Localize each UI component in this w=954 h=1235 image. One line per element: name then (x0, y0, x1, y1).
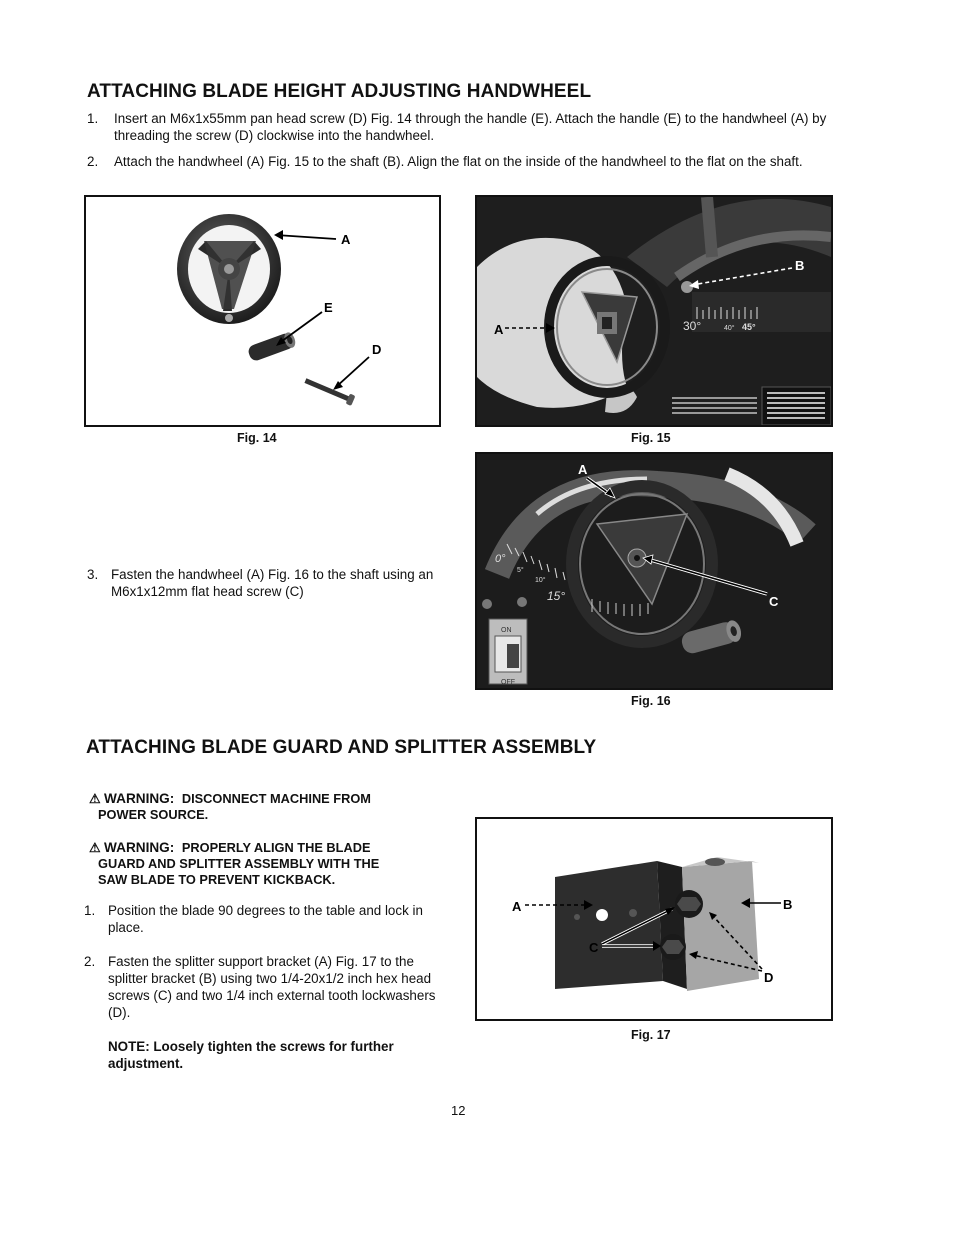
warning-icon: ⚠ (89, 840, 101, 855)
label-a: A (341, 232, 351, 247)
warning-word: WARNING: (104, 840, 175, 855)
guard-step-1 (84, 902, 444, 938)
label-c: C (589, 940, 599, 955)
scale-mark: 15° (547, 589, 566, 603)
figure-14-caption: Fig. 14 (237, 431, 277, 445)
figure-15 (475, 195, 833, 427)
figure-17-caption: Fig. 17 (631, 1028, 671, 1042)
step-3 (87, 566, 442, 602)
warning-text: SAW BLADE TO PREVENT KICKBACK. (98, 872, 336, 887)
page-number: 12 (451, 1103, 466, 1118)
step-number: 3. (87, 567, 99, 582)
step-number: 2. (87, 154, 99, 169)
screw-part (303, 376, 355, 406)
step-number: 1. (84, 903, 96, 918)
label-d: D (764, 970, 774, 985)
handwheel-fastened-photo (477, 454, 831, 688)
label-d: D (372, 342, 382, 357)
handwheel-on-shaft-photo (477, 197, 831, 425)
scale-mark: 10° (535, 577, 546, 584)
splitter-bracket-photo (477, 819, 831, 1019)
label-a: A (512, 899, 522, 914)
figure-16-caption: Fig. 16 (631, 694, 671, 708)
figure-14 (84, 195, 441, 427)
label-a: A (494, 322, 504, 337)
warning-disconnect (89, 791, 449, 823)
warning-word: WARNING: (104, 791, 175, 806)
warning-text: DISCONNECT MACHINE FROM (181, 791, 371, 806)
step-text: Attach the handwheel (A) Fig. 15 to the shaft (B). Align the flat on the inside of the handwheel to the flat on the shaft. (114, 154, 803, 169)
warning-alignment (89, 840, 449, 888)
step-text: Position the blade 90 degrees to the table and lock in place. (108, 903, 423, 935)
section-title-handwheel: ATTACHING BLADE HEIGHT ADJUSTING HANDWHEEL (87, 81, 592, 102)
scale-mark: 5° (517, 567, 524, 574)
figure-17 (475, 817, 833, 1021)
step-text: Insert an M6x1x55mm pan head screw (D) Fig. 14 through the handle (E). Attach the handle (E) to the handwheel (A) by threading the screw (D) clockwise into the handwheel. (114, 111, 827, 143)
note-loosely-tighten: NOTE: Loosely tighten the screws for further adjustment. (108, 1039, 394, 1071)
warning-text: GUARD AND SPLITTER ASSEMBLY WITH THE (98, 856, 380, 871)
handwheel-parts-illustration (86, 197, 439, 425)
warning-icon: ⚠ (89, 791, 101, 806)
label-a: A (578, 462, 588, 477)
step-number: 1. (87, 111, 99, 126)
section-title-blade-guard: ATTACHING BLADE GUARD AND SPLITTER ASSEMBLY (86, 737, 597, 758)
scale-mark: 40° (724, 325, 735, 332)
scale-mark: 30° (683, 319, 702, 333)
label-b: B (783, 897, 793, 912)
warning-text: POWER SOURCE. (98, 807, 209, 822)
label-b: B (795, 258, 805, 273)
scale-mark: 0° (495, 553, 506, 565)
step-2 (87, 153, 837, 189)
guard-step-2 (84, 953, 444, 1025)
switch-on-label: ON (501, 627, 512, 634)
step-1 (87, 110, 837, 146)
switch-off-label: OFF (501, 679, 515, 686)
step-text: Fasten the splitter support bracket (A) Fig. 17 to the splitter bracket (B) using two 1/4-20x1/2 inch hex head screws (C) and two 1/4 inch external tooth lockwashers (D). (108, 954, 436, 1020)
figure-16 (475, 452, 833, 690)
step-number: 2. (84, 954, 96, 969)
label-c: C (769, 594, 779, 609)
warning-text: PROPERLY ALIGN THE BLADE (181, 840, 371, 855)
figure-15-caption: Fig. 15 (631, 431, 671, 445)
scale-mark: 45° (742, 322, 756, 332)
step-text: Fasten the handwheel (A) Fig. 16 to the shaft using an M6x1x12mm flat head screw (C) (111, 567, 434, 599)
label-e: E (324, 300, 333, 315)
